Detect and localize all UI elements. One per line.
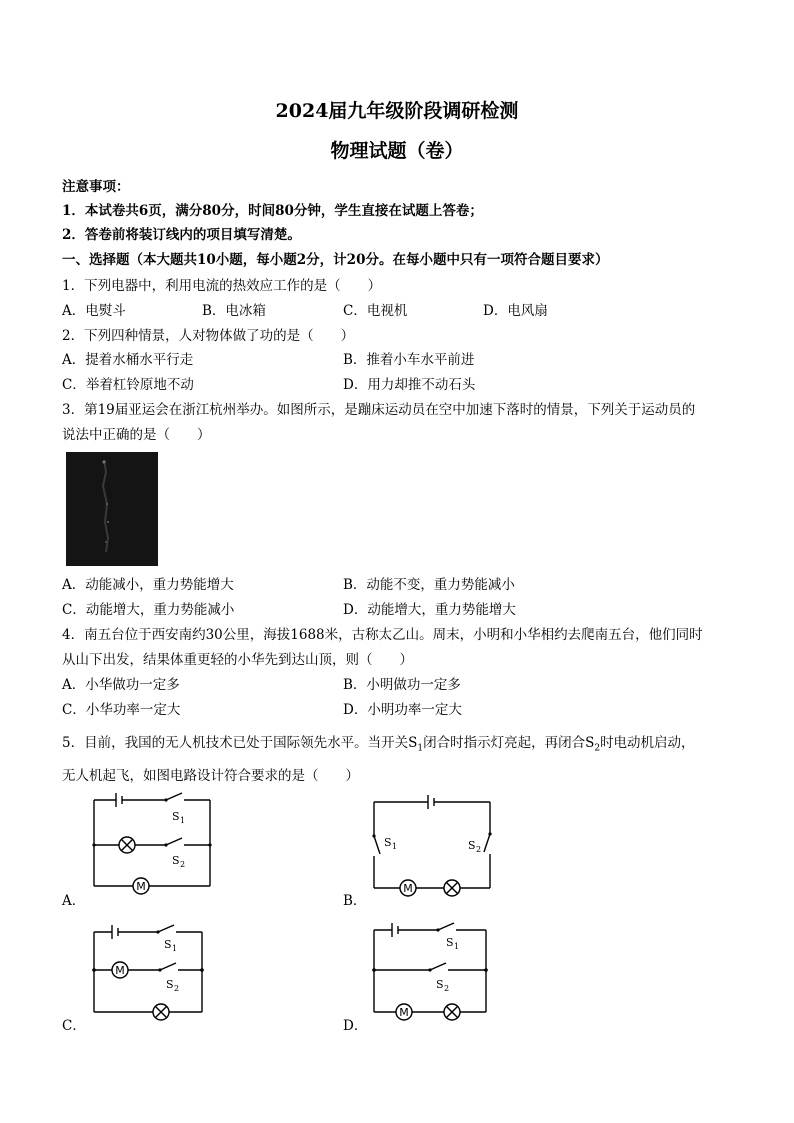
motor-symbol-d: M xyxy=(399,1006,409,1019)
circuit-a xyxy=(88,790,218,895)
motor-symbol-c: M xyxy=(115,964,125,977)
q2-option-c: C．举着杠铃原地不动 xyxy=(62,377,194,393)
q2-stem: 2．下列四种情景，人对物体做了功的是（ ） xyxy=(62,328,355,344)
q3-option-a: A．动能减小，重力势能增大 xyxy=(62,577,234,593)
svg-text:2: 2 xyxy=(174,984,180,993)
switch-s2-label-b: S xyxy=(468,839,476,852)
notice-heading: 注意事项： xyxy=(62,179,130,195)
circuit-c xyxy=(88,920,218,1026)
q3-stem-line2: 说法中正确的是（ ） xyxy=(62,427,211,443)
notice-item-2: 2．答卷前将装订线内的项目填写清楚。 xyxy=(62,227,301,243)
trampoline-photo xyxy=(66,452,158,566)
svg-text:1: 1 xyxy=(454,942,460,951)
q2-option-a: A．提着水桶水平行走 xyxy=(62,352,194,368)
q1-option-a: A．电熨斗 xyxy=(62,303,126,319)
q3-stem-line1: 3．第19届亚运会在浙江杭州举办。如图所示，是蹦床运动员在空中加速下落时的情景，下列关于运动员的 xyxy=(62,402,696,418)
q1-option-b: B．电冰箱 xyxy=(202,303,266,319)
circuit-b xyxy=(368,792,498,898)
q4-stem-line1: 4．南五台位于西安南约30公里，海拔1688米，古称太乙山。周末，小明和小华相约去爬南五台，他们同时 xyxy=(62,627,703,643)
q4-option-a: A．小华做功一定多 xyxy=(62,677,180,693)
q2-option-d: D．用力却推不动石头 xyxy=(343,377,476,393)
exam-subtitle: 物理试题（卷） xyxy=(330,140,464,162)
motor-symbol-b: M xyxy=(403,882,413,895)
svg-text:1: 1 xyxy=(172,944,178,953)
switch-s2-label-d: S xyxy=(436,978,444,991)
q4-option-d: D．小明功率一定大 xyxy=(343,702,462,718)
switch-s2-label-a: S xyxy=(172,854,180,867)
circuit-d-label: D． xyxy=(343,1018,368,1034)
switch-s2-label-c: S xyxy=(166,978,174,991)
q4-stem-line2: 从山下出发，结果体重更轻的小华先到达山顶，则（ ） xyxy=(62,652,413,668)
svg-text:1: 1 xyxy=(180,816,186,825)
circuit-b-label: B． xyxy=(343,893,367,909)
q1-option-d: D．电风扇 xyxy=(483,303,548,319)
svg-text:2: 2 xyxy=(180,860,186,869)
q3-option-d: D．动能增大，重力势能增大 xyxy=(343,602,516,618)
q4-option-c: C．小华功率一定大 xyxy=(62,702,181,718)
switch-s1-label-c: S xyxy=(164,938,172,951)
switch-s1-label-d: S xyxy=(446,936,454,949)
q3-option-c: C．动能增大，重力势能减小 xyxy=(62,602,235,618)
q5-stem-line1: 5．目前，我国的无人机技术已处于国际领先水平。当开关$S_1$闭合时指示灯亮起，再闭合$S_2$时电动机启动， xyxy=(62,735,695,754)
section-heading: 一、选择题（本大题共10小题，每小题2分，计20分。在每小题中只有一项符合题目要求） xyxy=(62,252,609,268)
motor-symbol-a: M xyxy=(136,880,146,893)
q1-option-c: C．电视机 xyxy=(343,303,408,319)
svg-text:2: 2 xyxy=(476,845,482,854)
svg-text:2: 2 xyxy=(444,984,450,993)
q4-option-b: B．小明做功一定多 xyxy=(343,677,461,693)
exam-title: 2024届九年级阶段调研检测 xyxy=(275,100,519,122)
q2-option-b: B．推着小车水平前进 xyxy=(343,352,475,368)
switch-s1-label-a: S xyxy=(172,810,180,823)
circuit-d xyxy=(368,918,498,1026)
circuit-a-label: A． xyxy=(62,893,86,909)
switch-s1-label-b: S xyxy=(384,836,392,849)
q3-option-b: B．动能不变，重力势能减小 xyxy=(343,577,515,593)
q5-stem-line2: 无人机起飞，如图电路设计符合要求的是（ ） xyxy=(62,768,359,784)
svg-text:1: 1 xyxy=(392,842,398,851)
notice-item-1: 1．本试卷共6页，满分80分，时间80分钟，学生直接在试题上答卷； xyxy=(62,203,483,219)
circuit-c-label: C． xyxy=(62,1018,86,1034)
q1-stem: 1．下列电器中，利用电流的热效应工作的是（ ） xyxy=(62,278,382,294)
